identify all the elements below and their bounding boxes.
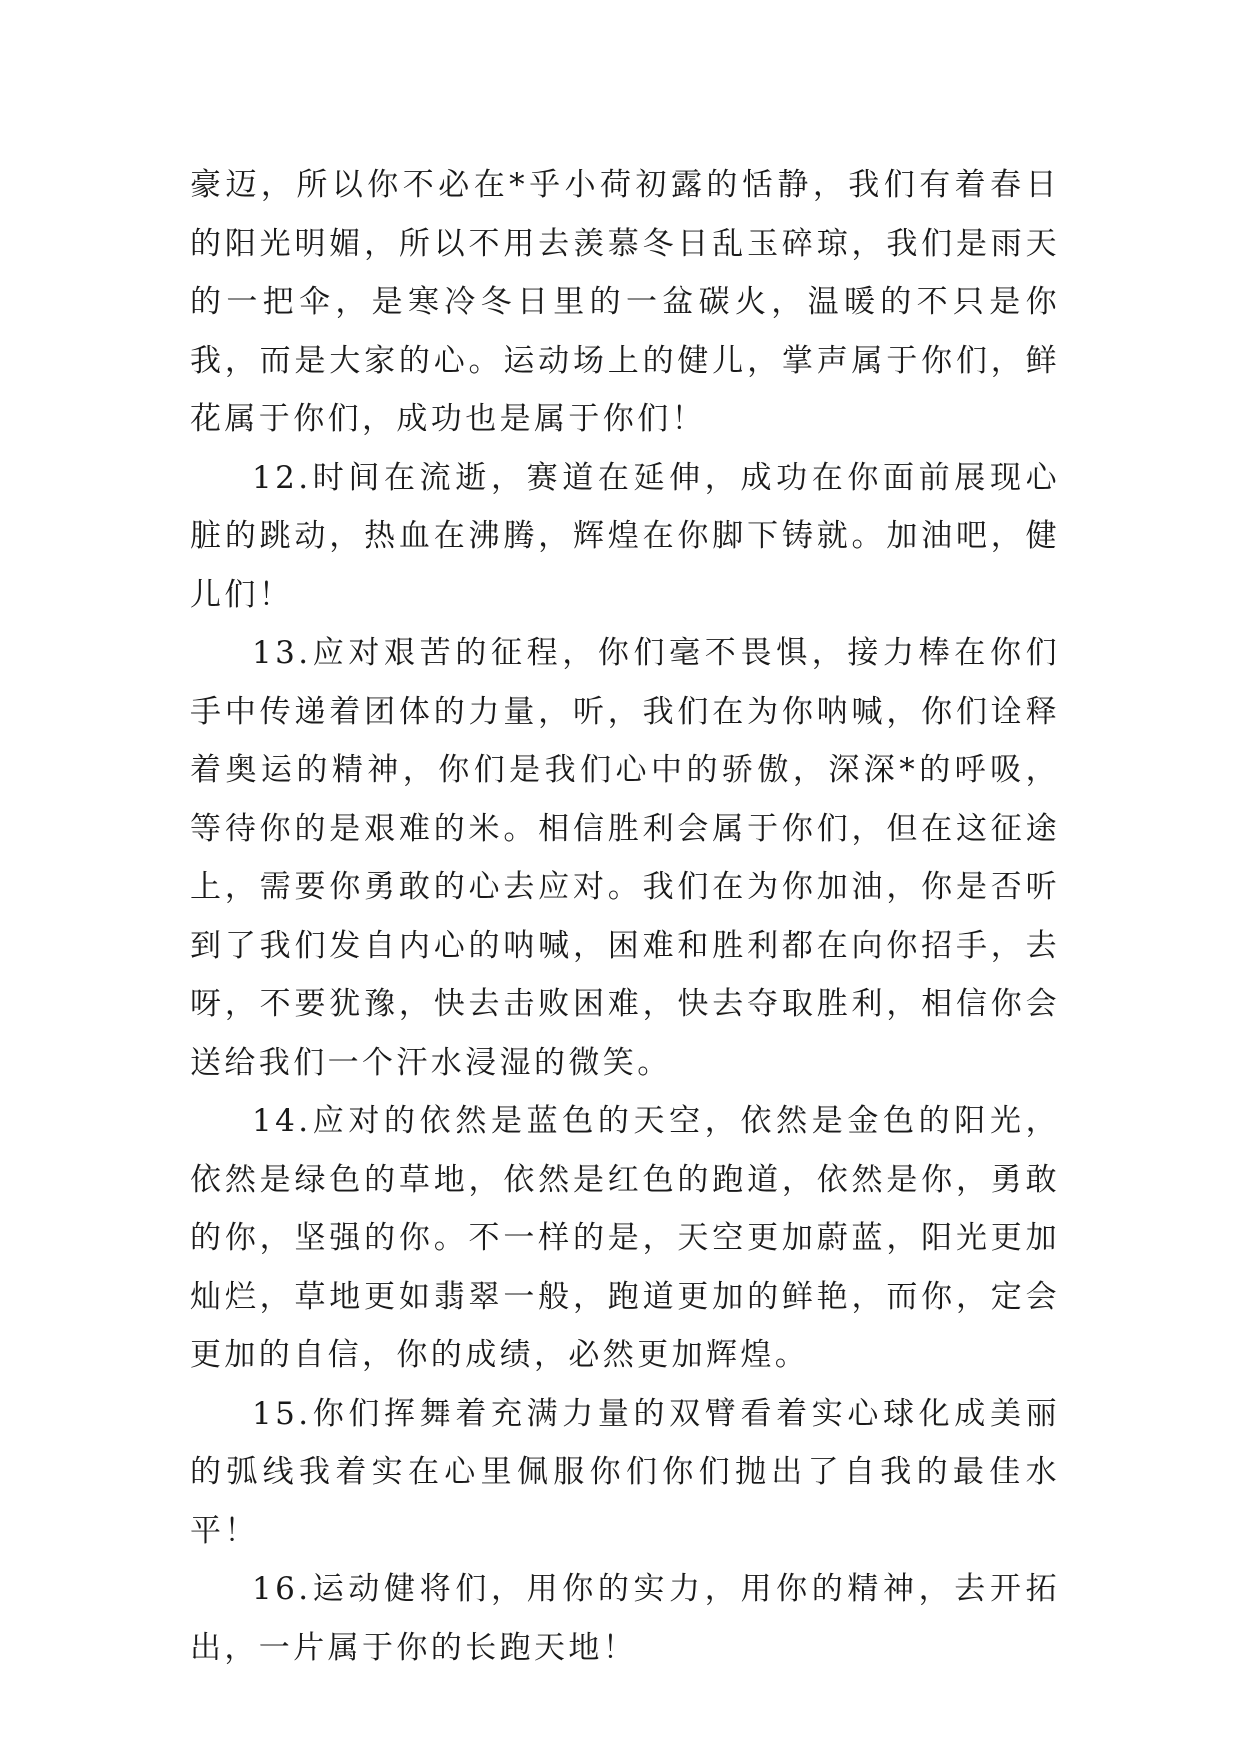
paragraph-item-12: 12.时间在流逝，赛道在延伸，成功在你面前展现心脏的跳动，热血在沸腾，辉煌在你脚下铸就。加油吧，健儿们！ <box>190 459 1060 613</box>
document-body <box>190 156 1060 1677</box>
paragraph-continuation: 豪迈，所以你不必在*乎小荷初露的恬静，我们有着春日的阳光明媚，所以不用去羡慕冬日乱玉碎琼，我们是雨天的一把伞，是寒冷冬日里的一盆碳火，温暖的不只是你我，而是大家的心。运动场上的健儿，掌声属于你们，鲜花属于你们，成功也是属于你们！ <box>190 167 1060 437</box>
paragraph-item-13: 13.应对艰苦的征程，你们毫不畏惧，接力棒在你们手中传递着团体的力量，听，我们在为你呐喊，你们诠释着奥运的精神，你们是我们心中的骄傲，深深*的呼吸，等待你的是艰难的米。相信胜利会属于你们，但在这征途上，需要你勇敢的心去应对。我们在为你加油，你是否听到了我们发自内心的呐喊，困难和胜利都在向你招手，去呀，不要犹豫，快去击败困难，快去夺取胜利，相信你会送给我们一个汗水浸湿的微笑。 <box>190 635 1060 1081</box>
paragraph-item-16: 16.运动健将们，用你的实力，用你的精神，去开拓出，一片属于你的长跑天地！ <box>190 1571 1060 1666</box>
paragraph-item-15: 15.你们挥舞着充满力量的双臂看着实心球化成美丽的弧线我着实在心里佩服你们你们抛出了自我的最佳水平！ <box>190 1395 1060 1549</box>
paragraph-item-14: 14.应对的依然是蓝色的天空，依然是金色的阳光，依然是绿色的草地，依然是红色的跑道，依然是你，勇敢的你，坚强的你。不一样的是，天空更加蔚蓝，阳光更加灿烂，草地更如翡翠一般，跑道更加的鲜艳，而你，定会更加的自信，你的成绩，必然更加辉煌。 <box>190 1103 1060 1373</box>
